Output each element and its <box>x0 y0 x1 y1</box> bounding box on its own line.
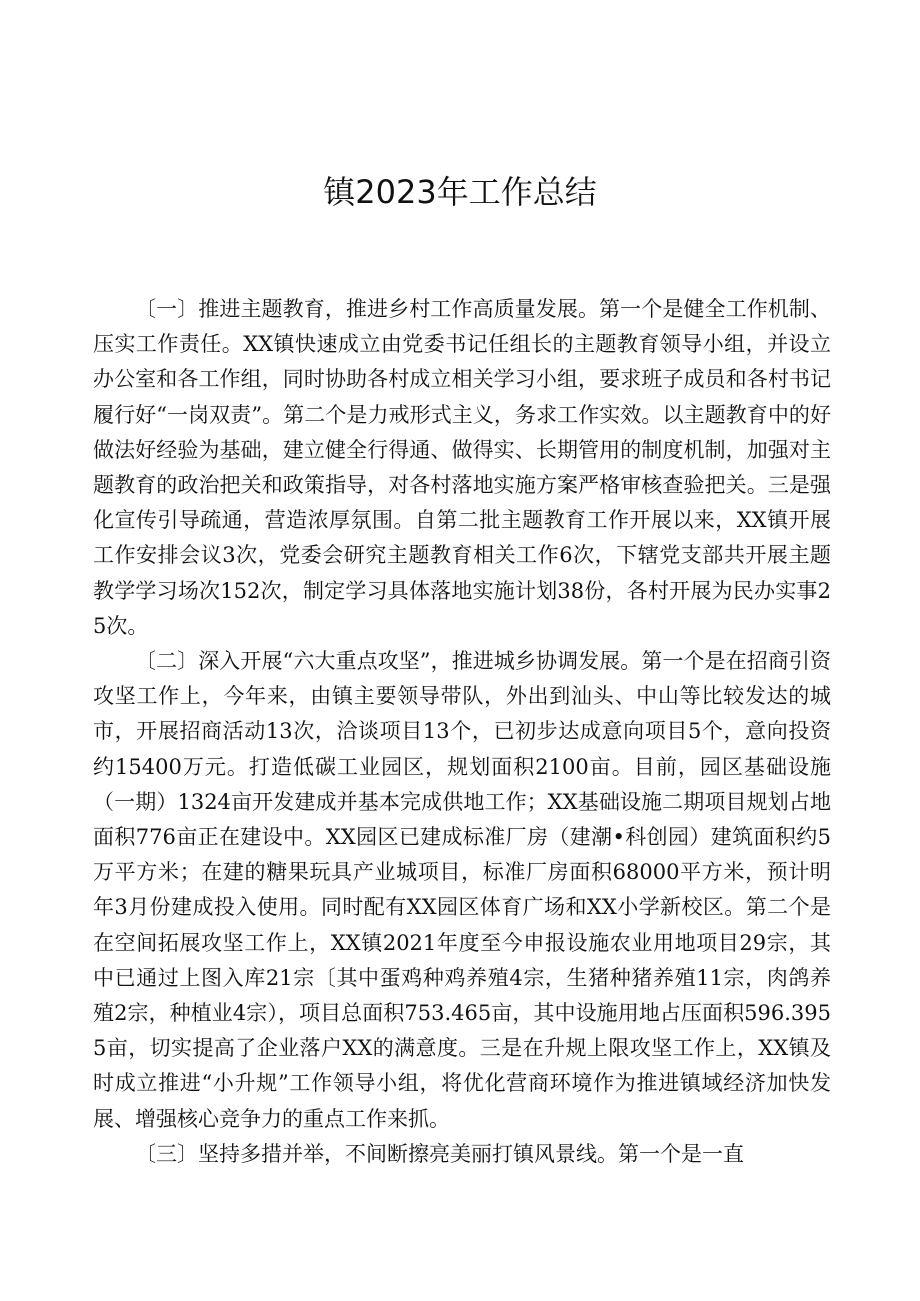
document-body <box>93 292 831 1172</box>
paragraph-3: 〔三〕坚持多措并举，不间断擦亮美丽打镇风景线。第一个是一直 <box>135 1141 744 1166</box>
paragraph-2: 〔二〕深入开展“六大重点攻坚”，推进城乡协调发展。第一个是在招商引资攻坚工作上，今年来，由镇主要领导带队，外出到汕头、中山等比较发达的城市，开展招商活动13次，洽谈项目13个，已初步达成意向项目5个，意向投资约15400万元。打造低碳工业园区，规划面积2100亩。目前，园区基础设施（一期）1324亩开发建成并基本完成供地工作；XX基础设施二期项目规划占地面积776亩正在建设中。XX园区已建成标准厂房（建潮•科创园）建筑面积约5万平方米；在建的糖果玩具产业城项目，标准厂房面积68000平方米，预计明年3月份建成投入使用。同时配有XX园区体育广场和XX小学新校区。第二个是在空间拓展攻坚工作上，XX镇2021年度至今申报设施农业用地项目29宗，其中已通过上图入库21宗〔其中蛋鸡种鸡养殖4宗，生猪种猪养殖11宗，肉鸽养殖2宗，种植业4宗），项目总面积753.465亩，其中设施用地占压面积596.3955亩，切实提高了企业落户XX的满意度。三是在升规上限攻坚工作上，XX镇及时成立推进“小升规”工作领导小组，将优化营商环境作为推进镇域经济加快发展、增强核心竞争力的重点工作来抓。 <box>93 649 831 1131</box>
document-title: 镇2023年工作总结 <box>323 173 597 211</box>
paragraph-1: 〔一〕推进主题教育，推进乡村工作高质量发展。第一个是健全工作机制、压实工作责任。XX镇快速成立由党委书记任组长的主题教育领导小组，并设立办公室和各工作组，同时协助各村成立相关学习小组，要求班子成员和各村书记履行好“一岗双责”。第二个是力戒形式主义，务求工作实效。以主题教育中的好做法好经验为基础，建立健全行得通、做得实、长期管用的制度机制，加强对主题教育的政治把关和政策指导，对各村落地实施方案严格审核查验把关。三是强化宣传引导疏通，营造浓厚氛围。自第二批主题教育工作开展以来，XX镇开展工作安排会议3次，党委会研究主题教育相关工作6次，下辖党支部共开展主题教学学习场次152次，制定学习具体落地实施计划38份，各村开展为民办实事25次。 <box>93 297 831 638</box>
